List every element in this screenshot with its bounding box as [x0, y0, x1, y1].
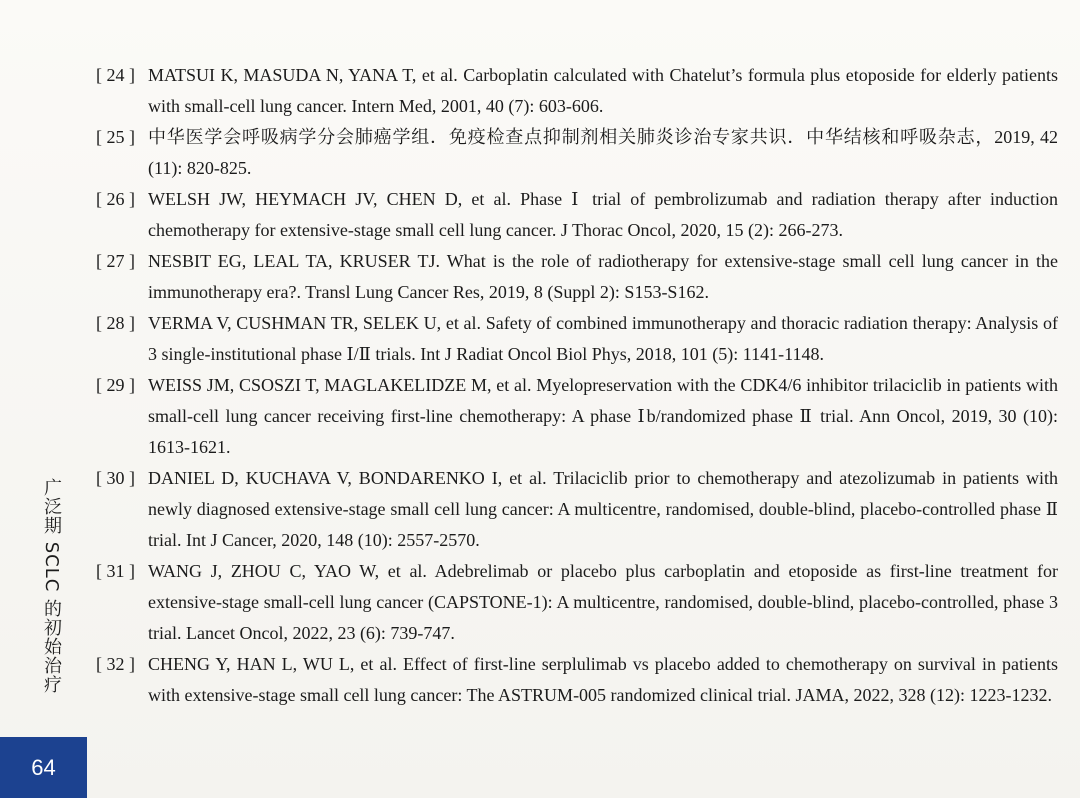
reference-number: [ 28 ] — [96, 313, 135, 333]
reference-number: [ 24 ] — [96, 65, 135, 85]
reference-item-26 — [96, 184, 1058, 246]
reference-item-29 — [96, 370, 1058, 463]
page-number-badge: 64 — [0, 737, 87, 798]
reference-number: [ 27 ] — [96, 251, 135, 271]
chapter-side-title: 广泛期 SCLC 的初始治疗 — [41, 478, 62, 695]
reference-item-30 — [96, 463, 1058, 556]
reference-number: [ 31 ] — [96, 561, 135, 581]
reference-text: WANG J, ZHOU C, YAO W, et al. Adebrelimab or placebo plus carboplatin and etoposide as first-line treatment for extensive-stage small-cell lung cancer (CAPSTONE-1): A multicentre, randomised, double-blind, placebo-controlled, phase 3 trial. Lancet Oncol, 2022, 23 (6): 739-747. — [148, 561, 1058, 643]
reference-item-28 — [96, 308, 1058, 370]
reference-text: NESBIT EG, LEAL TA, KRUSER TJ. What is the role of radiotherapy for extensive-stage small cell lung cancer in the immunotherapy era?. Transl Lung Cancer Res, 2019, 8 (Suppl 2): S153-S162. — [148, 251, 1058, 302]
reference-number: [ 32 ] — [96, 654, 135, 674]
reference-number: [ 26 ] — [96, 189, 135, 209]
reference-item-31 — [96, 556, 1058, 649]
reference-list — [96, 60, 1058, 711]
reference-number: [ 30 ] — [96, 468, 135, 488]
reference-item-25 — [96, 122, 1058, 184]
reference-item-27 — [96, 246, 1058, 308]
reference-number: [ 29 ] — [96, 375, 135, 395]
reference-text: WELSH JW, HEYMACH JV, CHEN D, et al. Phase Ⅰ trial of pembrolizumab and radiation therapy after induction chemotherapy for extensive-stage small cell lung cancer. J Thorac Oncol, 2020, 15 (2): 266-273. — [148, 189, 1058, 240]
reference-text: DANIEL D, KUCHAVA V, BONDARENKO I, et al. Trilaciclib prior to chemotherapy and atezolizumab in patients with newly diagnosed extensive-stage small cell lung cancer: A multicentre, randomised, double-blind, placebo-controlled phase Ⅱ trial. Int J Cancer, 2020, 148 (10): 2557-2570. — [148, 468, 1058, 550]
reference-item-24 — [96, 60, 1058, 122]
reference-text: CHENG Y, HAN L, WU L, et al. Effect of first-line serplulimab vs placebo added to chemotherapy on survival in patients with extensive-stage small cell lung cancer: The ASTRUM-005 randomized clinical trial. JAMA, 2022, 328 (12): 1223-1232. — [148, 654, 1058, 705]
reference-text: VERMA V, CUSHMAN TR, SELEK U, et al. Safety of combined immunotherapy and thoracic radiation therapy: Analysis of 3 single-institutional phase Ⅰ/Ⅱ trials. Int J Radiat Oncol Biol Phys, 2018, 101 (5): 1141-1148. — [148, 313, 1058, 364]
reference-number: [ 25 ] — [96, 127, 135, 147]
reference-text: MATSUI K, MASUDA N, YANA T, et al. Carboplatin calculated with Chatelut’s formula plus etoposide for elderly patients with small-cell lung cancer. Intern Med, 2001, 40 (7): 603-606. — [148, 65, 1058, 116]
reference-text: WEISS JM, CSOSZI T, MAGLAKELIDZE M, et al. Myelopreservation with the CDK4/6 inhibitor trilaciclib in patients with small-cell lung cancer receiving first-line chemotherapy: A phase Ⅰb/randomized phase Ⅱ trial. Ann Oncol, 2019, 30 (10): 1613-1621. — [148, 375, 1058, 457]
reference-item-32 — [96, 649, 1058, 711]
reference-text: 中华医学会呼吸病学分会肺癌学组．免疫检查点抑制剂相关肺炎诊治专家共识．中华结核和呼吸杂志，2019, 42 (11): 820-825. — [148, 127, 1058, 178]
